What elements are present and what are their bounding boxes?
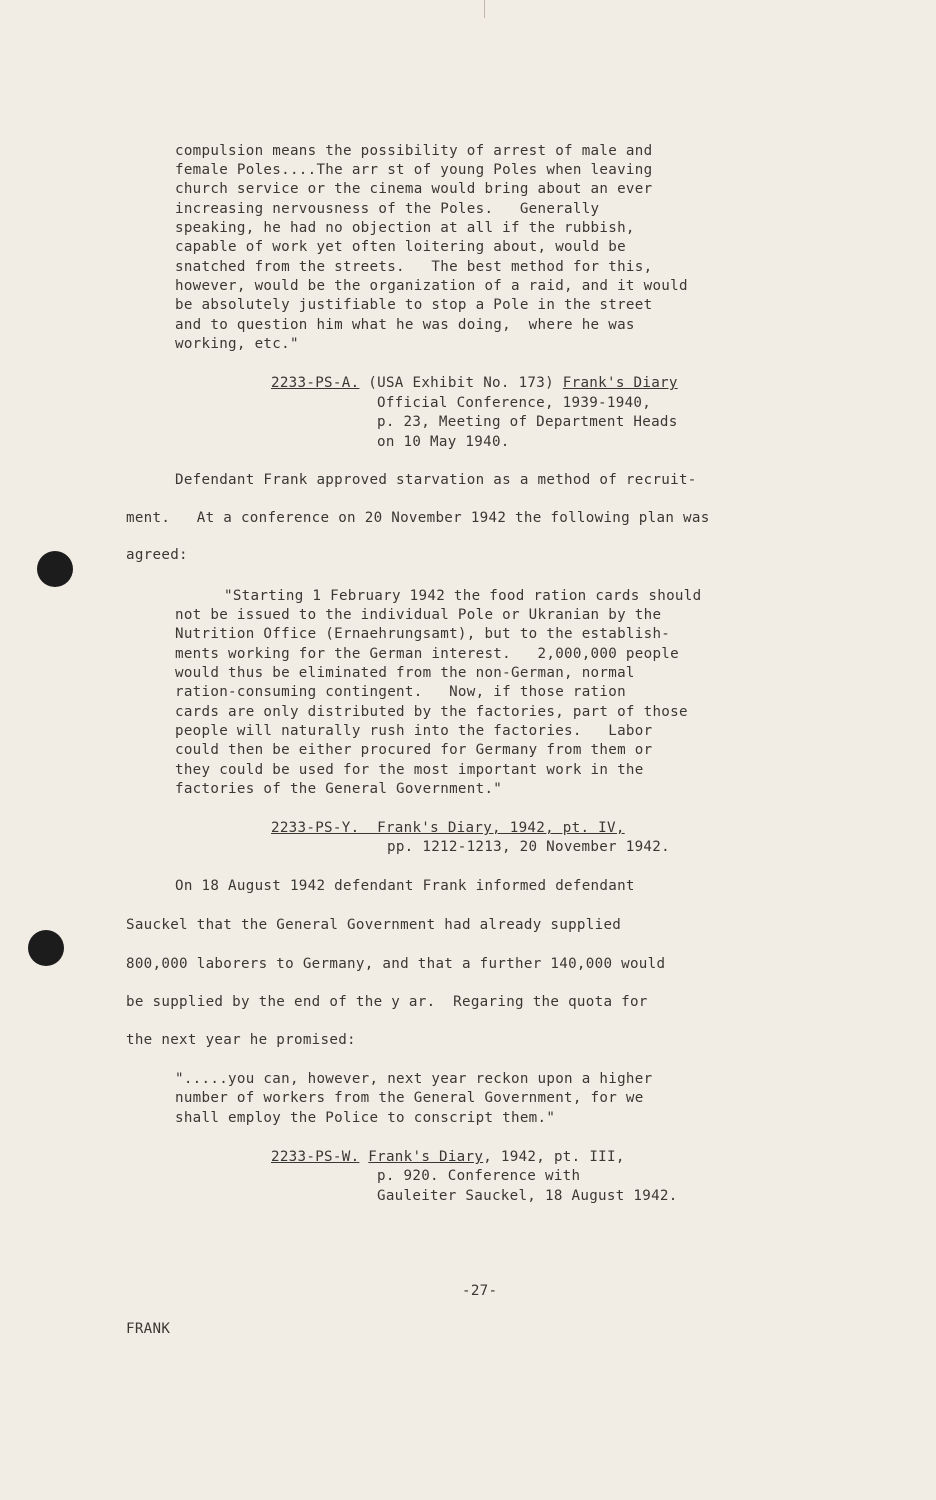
quote1-line: snatched from the streets. The best method for this,: [175, 259, 653, 275]
page-number: -27-: [462, 1283, 498, 1299]
paragraph2-line: be supplied by the end of the y ar. Regaring the quota for: [126, 994, 648, 1010]
footer-label: FRANK: [126, 1321, 171, 1337]
paragraph2-line: On 18 August 1942 defendant Frank informed defendant: [175, 878, 635, 894]
quote3-line: ".....you can, however, next year reckon upon a higher: [175, 1071, 653, 1087]
top-edge-mark: [484, 0, 485, 18]
quote2-line: ration-consuming contingent. Now, if those ration: [175, 684, 626, 700]
quote1-line: speaking, he had no objection at all if the rubbish,: [175, 220, 635, 236]
quote1-line: working, etc.": [175, 336, 299, 352]
paragraph1-line: ment. At a conference on 20 November 1942 the following plan was: [126, 510, 710, 526]
citation1-line3: p. 23, Meeting of Department Heads: [377, 414, 678, 430]
paragraph2-line: 800,000 laborers to Germany, and that a further 140,000 would: [126, 956, 666, 972]
quote3-line: number of workers from the General Government, for we: [175, 1090, 644, 1106]
quote1-line: increasing nervousness of the Poles. Generally: [175, 201, 600, 217]
citation3-rest: , 1942, pt. III,: [483, 1149, 625, 1165]
quote1-line: compulsion means the possibility of arrest of male and: [175, 143, 653, 159]
quote2-line: people will naturally rush into the factories. Labor: [175, 723, 653, 739]
quote2-line: they could be used for the most important work in the: [175, 762, 644, 778]
citation1-ref: 2233-PS-A.: [271, 375, 360, 391]
quote1-line: church service or the cinema would bring about an ever: [175, 181, 653, 197]
quote1-line: be absolutely justifiable to stop a Pole in the street: [175, 297, 653, 313]
quote2-line: could then be either procured for Germany from them or: [175, 742, 653, 758]
citation2-line2: pp. 1212-1213, 20 November 1942.: [387, 839, 670, 855]
citation1-exhibit: (USA Exhibit No. 173): [359, 375, 563, 391]
quote2-line: not be issued to the individual Pole or Ukranian by the: [175, 607, 662, 623]
citation3-line3: Gauleiter Sauckel, 18 August 1942.: [377, 1188, 678, 1204]
punch-hole-bottom: [28, 930, 64, 966]
quote2-line: factories of the General Government.": [175, 781, 503, 797]
quote2-line: cards are only distributed by the factories, part of those: [175, 704, 688, 720]
paragraph1-line: Defendant Frank approved starvation as a method of recruit-: [175, 472, 697, 488]
quote2-line: Nutrition Office (Ernaehrungsamt), but to the establish-: [175, 626, 671, 642]
citation1-line2: Official Conference, 1939-1940,: [377, 395, 652, 411]
quote1-line: capable of work yet often loitering about, would be: [175, 239, 626, 255]
paragraph2-line: the next year he promised:: [126, 1032, 356, 1048]
paragraph2-line: Sauckel that the General Government had already supplied: [126, 917, 622, 933]
quote2-line: would thus be eliminated from the non-German, normal: [175, 665, 635, 681]
quote2-line: "Starting 1 February 1942 the food ration cards should: [224, 588, 702, 604]
citation1-diary: Frank's Diary: [562, 375, 678, 391]
quote2-line: ments working for the German interest. 2,000,000 people: [175, 646, 679, 662]
citation3-space: [359, 1149, 368, 1165]
citation2-line1: 2233-PS-Y. Frank's Diary, 1942, pt. IV,: [271, 820, 625, 836]
paragraph1-line: agreed:: [126, 547, 188, 563]
citation3-line2: p. 920. Conference with: [377, 1168, 581, 1184]
citation3-diary: Frank's Diary: [368, 1149, 484, 1165]
citation3-line1: [271, 1148, 625, 1167]
quote1-line: and to question him what he was doing, where he was: [175, 317, 635, 333]
quote3-line: shall employ the Police to conscript them.": [175, 1110, 556, 1126]
punch-hole-top: [37, 551, 73, 587]
quote1-line: however, would be the organization of a raid, and it would: [175, 278, 688, 294]
citation3-ref: 2233-PS-W.: [271, 1149, 360, 1165]
quote1-line: female Poles....The arr st of young Poles when leaving: [175, 162, 653, 178]
citation1-line1: [271, 374, 678, 393]
citation1-line4: on 10 May 1940.: [377, 434, 510, 450]
